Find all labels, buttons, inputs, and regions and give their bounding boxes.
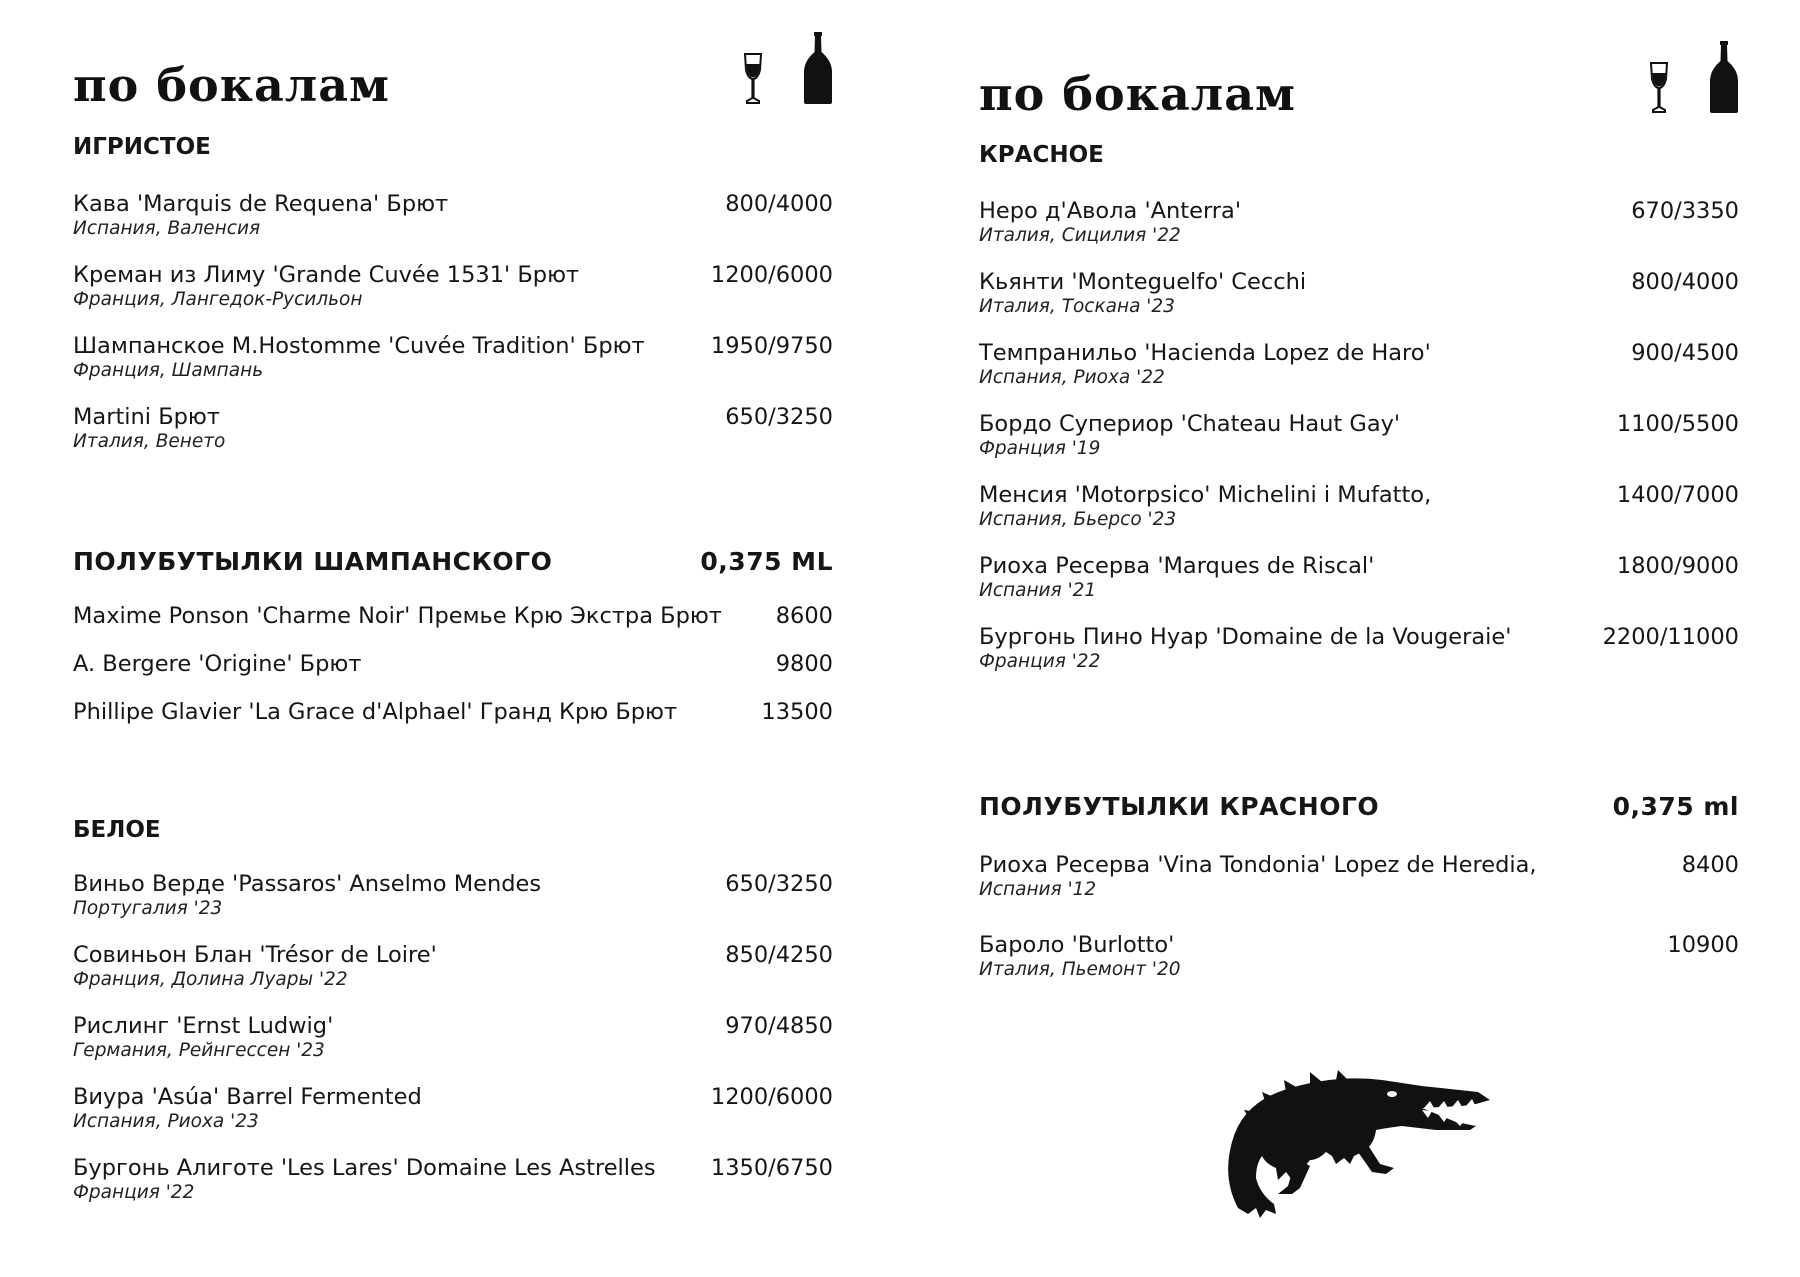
section-heading-white: БЕЛОЕ	[73, 817, 161, 843]
menu-item: Рислинг 'Ernst Ludwig' 970/4850 Германия, Рейнгессен '23	[73, 1013, 833, 1061]
menu-item: Менсия 'Motorpsico' Michelini i Mufatto, 1400/7000 Испания, Бьерсо '23	[979, 482, 1739, 530]
menu-item: Неро д'Авола 'Anterra' 670/3350 Италия, Сицилия '22	[979, 198, 1739, 246]
menu-item: Бургонь Алиготе 'Les Lares' Domaine Les Astrelles 1350/6750 Франция '22	[73, 1155, 833, 1203]
menu-item: Кьянти 'Monteguelfo' Cecchi 800/4000 Италия, Тоскана '23	[979, 269, 1739, 317]
menu-item: Кава 'Marquis de Requena' Брют 800/4000 Испания, Валенсия	[73, 191, 833, 239]
header-icons	[1649, 41, 1739, 113]
menu-item: Martini Брют 650/3250 Италия, Венето	[73, 404, 833, 452]
crocodile-icon	[1226, 1068, 1492, 1220]
wine-bottle-icon	[1709, 41, 1739, 113]
wine-glass-icon	[1649, 61, 1669, 113]
section-heading-half-red: ПОЛУБУТЫЛКИ КРАСНОГО 0,375 ml	[979, 792, 1739, 821]
menu-item: Риоха Ресерва 'Vina Tondonia' Lopez de Heredia, 8400 Испания '12	[979, 852, 1739, 900]
menu-item: A. Bergere 'Origine' Брют 9800	[73, 651, 833, 677]
menu-item: Креман из Лиму 'Grande Cuvée 1531' Брют 1200/6000 Франция, Лангедок-Русильон	[73, 262, 833, 310]
menu-item: Совиньон Блан 'Trésor de Loire' 850/4250 Франция, Долина Луары '22	[73, 942, 833, 990]
section-heading-red: КРАСНОЕ	[979, 142, 1104, 168]
wine-bottle-icon	[803, 32, 833, 104]
menu-item: Шампанское M.Hostomme 'Cuvée Tradition' Брют 1950/9750 Франция, Шампань	[73, 333, 833, 381]
menu-item: Риоха Ресерва 'Marques de Riscal' 1800/9000 Испания '21	[979, 553, 1739, 601]
menu-item: Виньо Верде 'Passaros' Anselmo Mendes 650/3250 Португалия '23	[73, 871, 833, 919]
menu-item: Maxime Ponson 'Charme Noir' Премье Крю Экстра Брют 8600	[73, 603, 833, 629]
menu-item: Бароло 'Burlotto' 10900 Италия, Пьемонт '20	[979, 932, 1739, 980]
section-heading-sparkling: ИГРИСТОЕ	[73, 134, 211, 160]
menu-item: Phillipe Glavier 'La Grace d'Alphael' Гранд Крю Брют 13500	[73, 699, 833, 725]
menu-item: Бордо Супериор 'Chateau Haut Gay' 1100/5500 Франция '19	[979, 411, 1739, 459]
wine-glass-icon	[743, 52, 763, 104]
menu-item: Темпранильо 'Hacienda Lopez de Haro' 900/4500 Испания, Риоха '22	[979, 340, 1739, 388]
page-title: по бокалам	[979, 67, 1296, 121]
page-title: по бокалам	[73, 58, 390, 112]
section-heading-half-champagne: ПОЛУБУТЫЛКИ ШАМПАНСКОГО 0,375 ML	[73, 547, 833, 576]
header-icons	[743, 32, 833, 104]
menu-item: Бургонь Пино Нуар 'Domaine de la Vougeraie' 2200/11000 Франция '22	[979, 624, 1739, 672]
menu-item: Виура 'Asúa' Barrel Fermented 1200/6000 Испания, Риоха '23	[73, 1084, 833, 1132]
